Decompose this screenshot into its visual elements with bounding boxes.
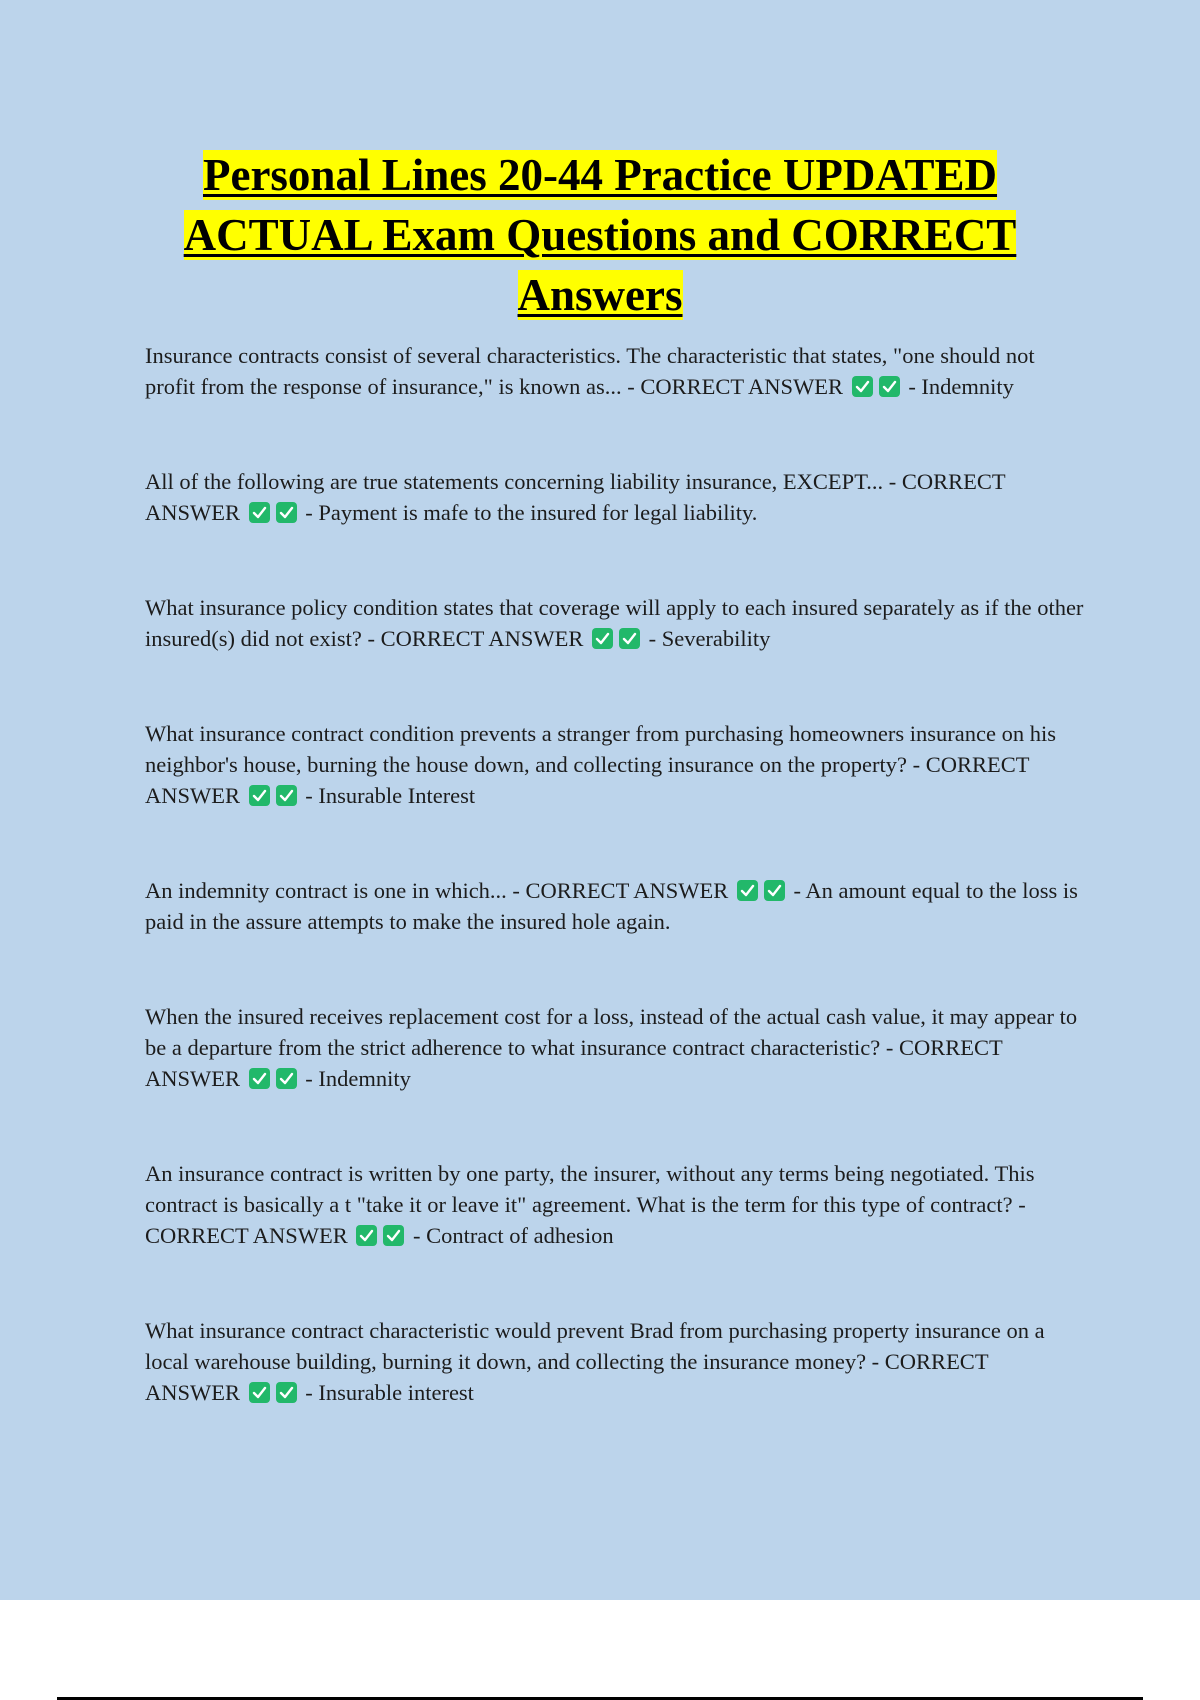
check-mark-icon: [276, 1382, 297, 1403]
check-mark-icon: [249, 502, 270, 523]
check-mark-icon: [879, 376, 900, 397]
qa-item: [145, 1315, 1085, 1408]
check-mark-icon: [737, 880, 758, 901]
check-mark-icon: [276, 785, 297, 806]
check-mark-icon: [592, 628, 613, 649]
check-mark-icon: [276, 502, 297, 523]
answer-text: - Contract of adhesion: [413, 1223, 614, 1248]
question-text: What insurance contract condition prevents a stranger from purchasing homeowners insurance on his neighbor's house, burning the house down, and collecting insurance on the property? - CORRECT ANSWER: [145, 721, 1056, 808]
qa-item: [145, 1001, 1085, 1094]
check-mark-icon: [249, 1068, 270, 1089]
title-line-1: Personal Lines 20-44 Practice UPDATED: [202, 150, 998, 200]
check-mark-icon: [383, 1225, 404, 1246]
answer-text: - An amount equal to the loss is paid in the assure attempts to make the insured hole again.: [145, 878, 1078, 934]
question-text: Insurance contracts consist of several characteristics. The characteristic that states, "one should not profit from the response of insurance," is known as... - CORRECT ANSWER: [145, 343, 1035, 399]
answer-text: - Payment is mafe to the insured for legal liability.: [305, 500, 758, 525]
qa-item: [145, 1158, 1085, 1251]
check-mark-icon: [249, 1382, 270, 1403]
question-text: All of the following are true statements concerning liability insurance, EXCEPT... - CORRECT ANSWER: [145, 469, 1006, 525]
question-text: What insurance contract characteristic would prevent Brad from purchasing property insurance on a local warehouse building, burning it down, and collecting the insurance money? - CORRECT ANSWER: [145, 1318, 1045, 1405]
check-mark-icon: [852, 376, 873, 397]
title-line-3: Answers: [517, 270, 683, 320]
answer-text: - Indemnity: [305, 1066, 411, 1091]
answer-text: - Indemnity: [908, 374, 1014, 399]
qa-item: [145, 718, 1085, 811]
check-mark-icon: [249, 785, 270, 806]
check-mark-icon: [619, 628, 640, 649]
document-title: [100, 145, 1100, 325]
question-text: An indemnity contract is one in which... - CORRECT ANSWER: [145, 878, 729, 903]
title-line-2: ACTUAL Exam Questions and CORRECT: [183, 210, 1017, 260]
question-text: What insurance policy condition states that coverage will apply to each insured separately as if the other insured(s) did not exist? - CORRECT ANSWER: [145, 595, 1084, 651]
answer-text: - Insurable interest: [305, 1380, 474, 1405]
question-text: When the insured receives replacement cost for a loss, instead of the actual cash value, it may appear to be a departure from the strict adherence to what insurance contract characteristic? - CORRECT ANSWER: [145, 1004, 1078, 1091]
answer-text: - Severability: [648, 626, 771, 651]
qa-item: [145, 340, 1085, 402]
qa-item: [145, 592, 1085, 654]
answer-text: - Insurable Interest: [305, 783, 476, 808]
qa-list: [145, 340, 1085, 1408]
qa-item: [145, 875, 1085, 937]
check-mark-icon: [764, 880, 785, 901]
question-text: An insurance contract is written by one party, the insurer, without any terms being negotiated. This contract is basically a t "take it or leave it" agreement. What is the term for this type of contract? - CORRECT ANSWER: [145, 1161, 1035, 1248]
qa-item: [145, 466, 1085, 528]
check-mark-icon: [276, 1068, 297, 1089]
check-mark-icon: [356, 1225, 377, 1246]
document-title-block: [100, 145, 1100, 325]
